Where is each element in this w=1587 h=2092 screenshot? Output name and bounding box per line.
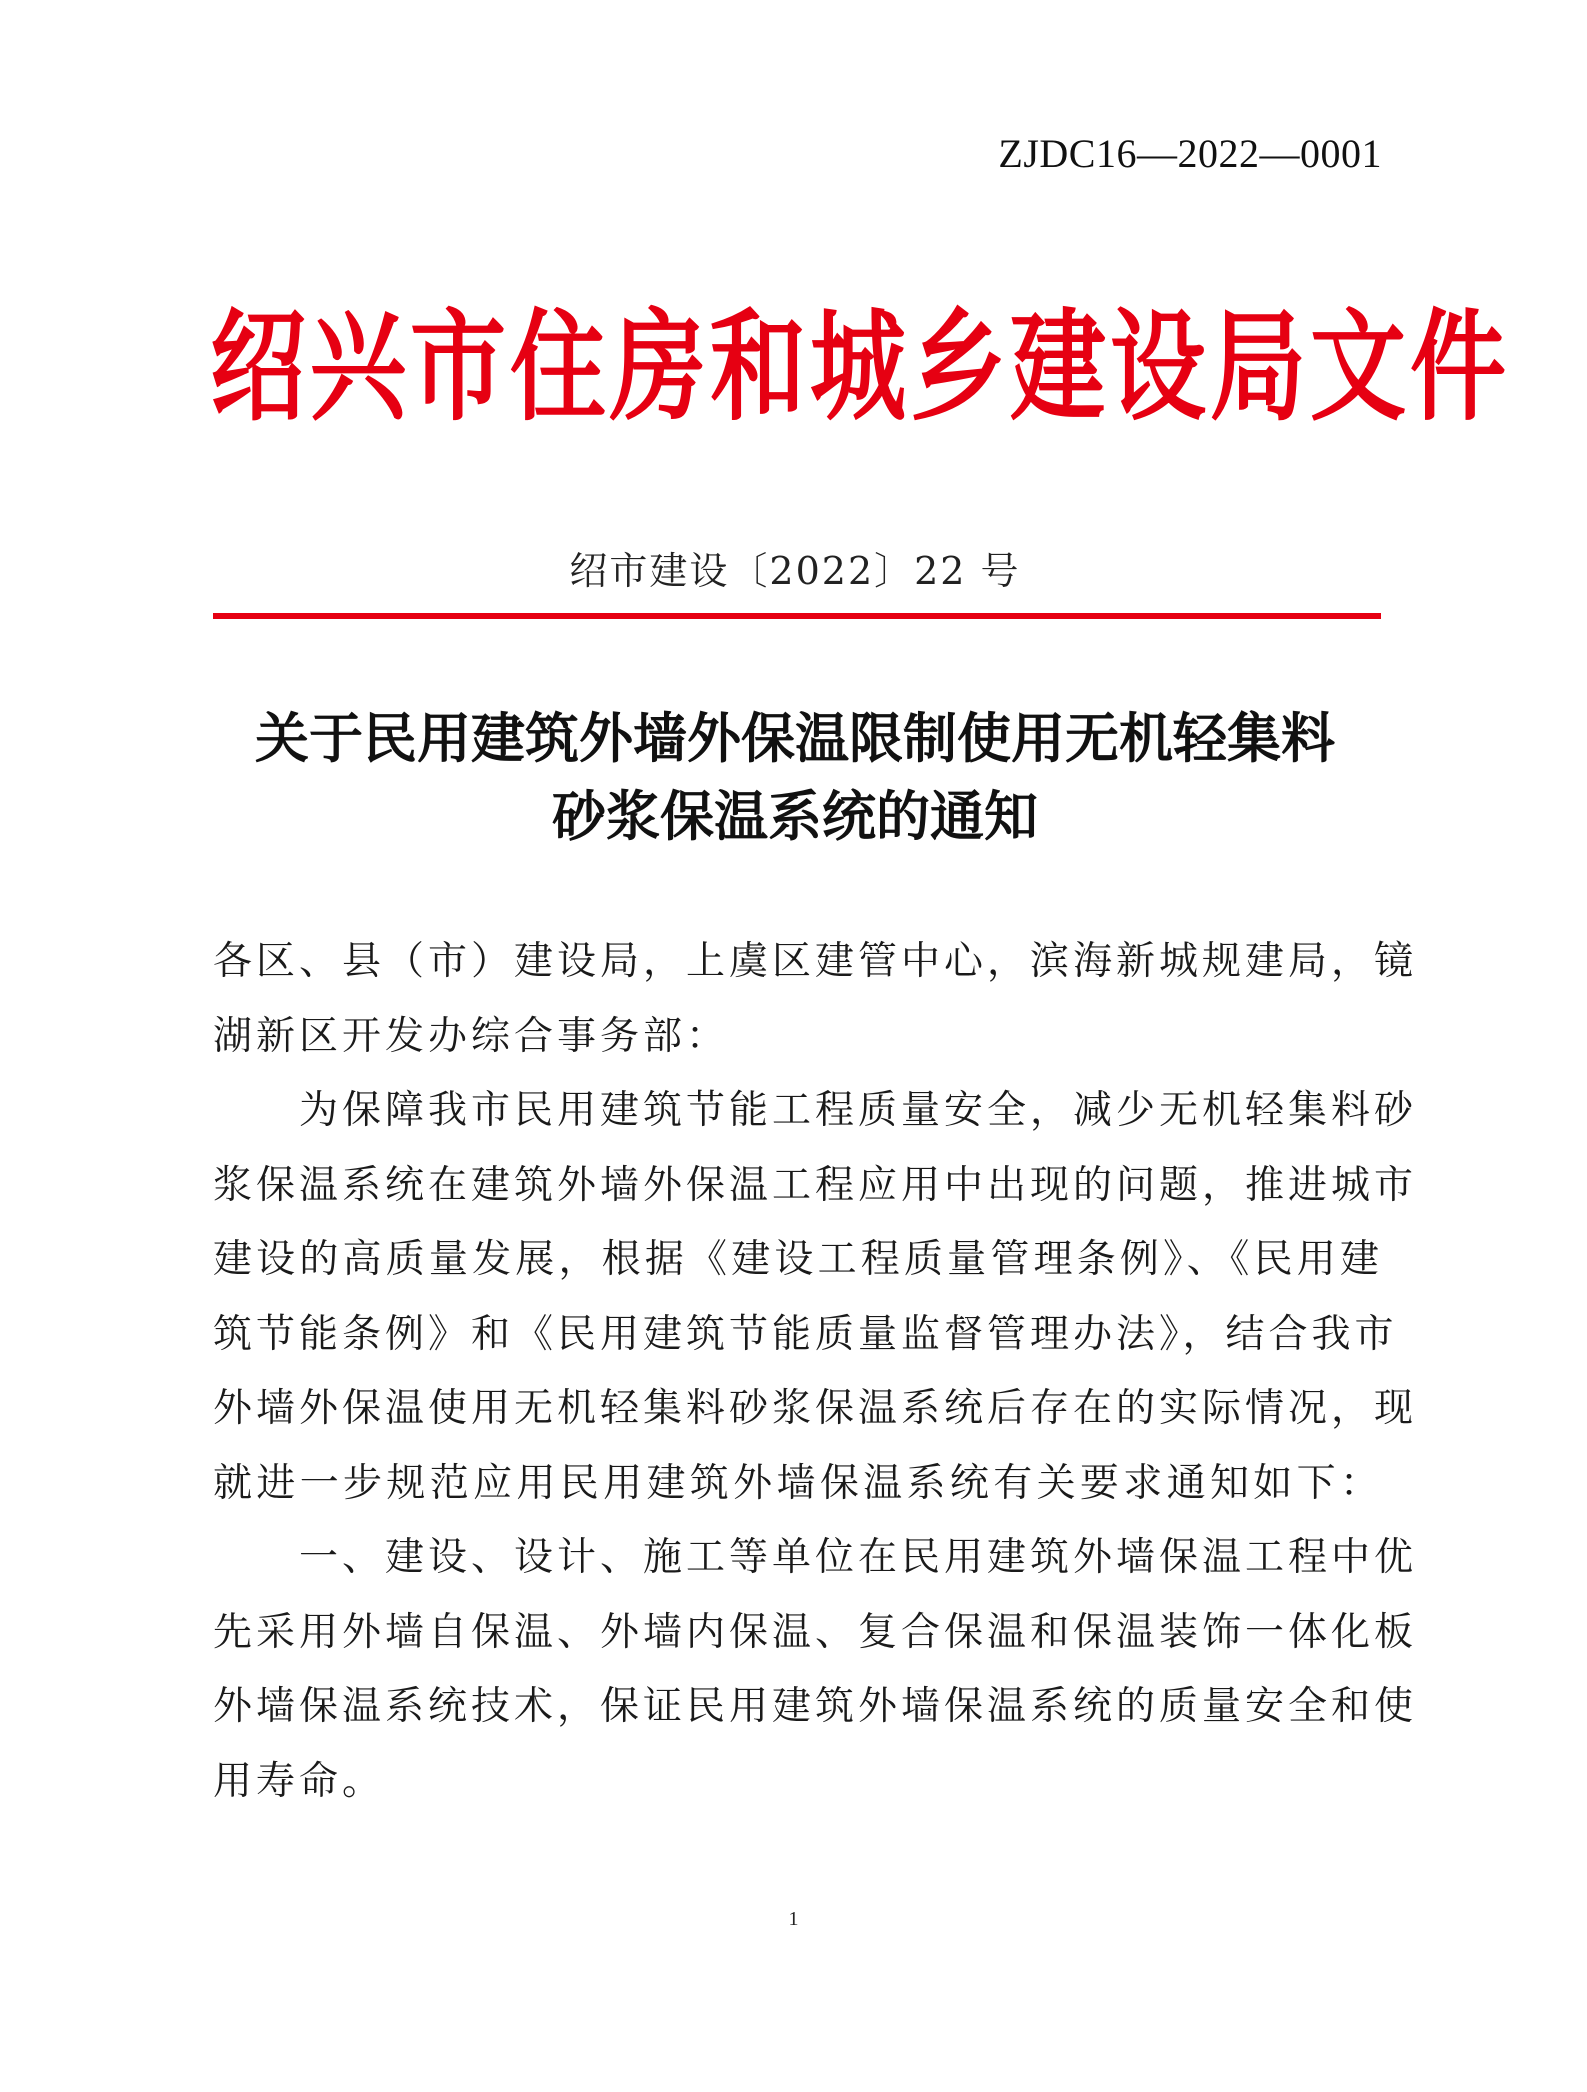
page-number: 1: [788, 1908, 799, 1930]
body-line: 外墙保温系统技术，保证民用建筑外墙保温系统的质量安全和使: [213, 1684, 1418, 1729]
file-number: 绍市建设〔2022〕22 号: [569, 549, 1021, 593]
issuer-header: 绍兴市住房和城乡建设局文件: [210, 297, 1510, 437]
title-line-1: 关于民用建筑外墙外保温限制使用无机轻集料: [255, 707, 1335, 770]
title-line-2: 砂浆保温系统的通知: [552, 785, 1038, 848]
document-body: [213, 925, 1418, 1819]
body-line: 先采用外墙自保温、外墙内保温、复合保温和保温装饰一体化板: [213, 1609, 1418, 1655]
body-line: 就进一步规范应用民用建筑外墙保温系统有关要求通知如下：: [213, 1460, 1383, 1506]
body-line: 一、建设、设计、施工等单位在民用建筑外墙保温工程中优: [299, 1535, 1418, 1580]
body-line: 为保障我市民用建筑节能工程质量安全，减少无机轻集料砂: [299, 1088, 1418, 1133]
document-code: ZJDC16—2022—0001: [998, 131, 1382, 176]
body-line: 浆保温系统在建筑外墙外保温工程应用中出现的问题，推进城市: [213, 1162, 1418, 1208]
red-divider-line: [213, 613, 1381, 619]
body-line: 湖新区开发办综合事务部：: [213, 1013, 730, 1059]
body-line: 外墙外保温使用无机轻集料砂浆保温系统后存在的实际情况，现: [213, 1386, 1418, 1431]
body-line: 筑节能条例》和《民用建筑节能质量监督管理办法》，结合我市: [213, 1311, 1398, 1357]
body-line: 各区、县（市）建设局，上虞区建管中心，滨海新城规建局，镜: [213, 939, 1418, 984]
document-title: [210, 700, 1380, 856]
body-line: 用寿命。: [213, 1758, 386, 1804]
body-line: 建设的高质量发展，根据《建设工程质量管理条例》、《民用建: [213, 1237, 1383, 1282]
